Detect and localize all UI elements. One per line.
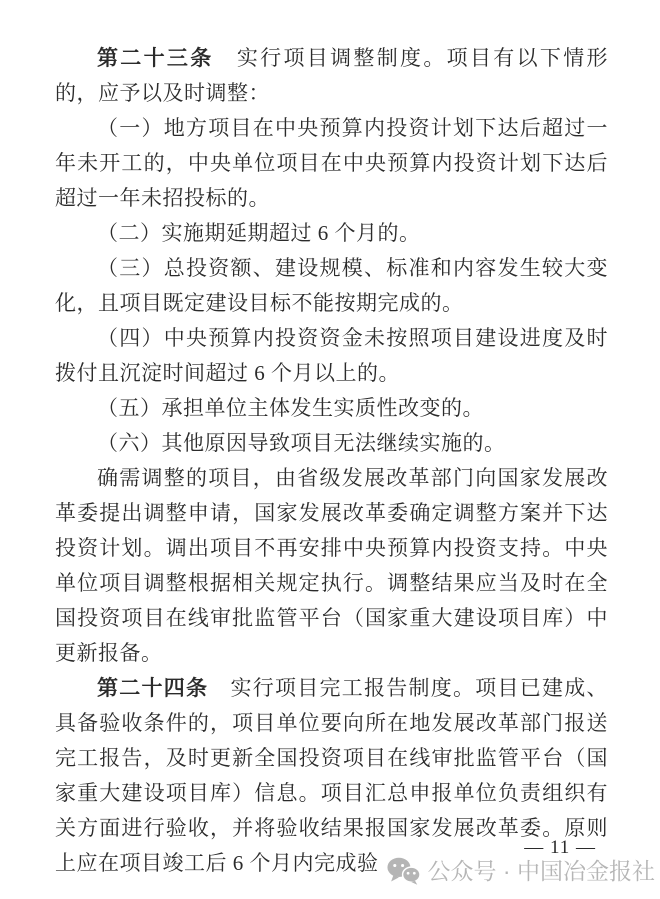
paragraph-item-3 <box>55 251 608 321</box>
paragraph-item-2 <box>55 216 608 251</box>
page-number: — 11 — <box>524 837 596 858</box>
paragraph-item-1 <box>55 111 608 216</box>
watermark <box>387 856 655 886</box>
paragraph-text: （三）总投资额、建设规模、标准和内容发生较大变化，且项目既定建设目标不能按期完成的。 <box>55 256 608 315</box>
paragraph-text: 确需调整的项目，由省级发展改革部门向国家发展改革委提出调整申请，国家发展改革委确定调整方案并下达投资计划。调出项目不再安排中央预算内投资支持。中央单位项目调整根据相关规定执行。调整结果应当及时在全国投资项目在线审批监管平台（国家重大建设项目库）中更新报备。 <box>55 466 608 665</box>
paragraph-text: 实行项目调整制度。项目有以下情形的，应予以及时调整： <box>55 46 609 105</box>
document-text <box>55 41 608 881</box>
paragraph-item-4 <box>55 321 608 391</box>
paragraph-text: （一）地方项目在中央预算内投资计划下达后超过一年未开工的，中央单位项目在中央预算内投资计划下达后超过一年未招投标的。 <box>55 116 608 210</box>
paragraph-text: （二）实施期延期超过 6 个月的。 <box>97 221 421 245</box>
wechat-icon <box>387 857 420 885</box>
paragraph-article-23 <box>55 41 608 111</box>
paragraph-item-6 <box>55 426 608 461</box>
watermark-label: 公众号 · 中国冶金报社 <box>427 858 655 884</box>
paragraph-adjustment-procedure <box>55 461 608 671</box>
paragraph-text: （五）承担单位主体发生实质性改变的。 <box>97 396 484 420</box>
paragraph-item-5 <box>55 391 608 426</box>
paragraph-text: （六）其他原因导致项目无法继续实施的。 <box>97 431 506 455</box>
article-number: 第二十四条 <box>97 676 209 700</box>
paragraph-text: （四）中央预算内投资资金未按照项目建设进度及时拨付且沉淀时间超过 6 个月以上的。 <box>55 326 608 385</box>
paragraph-text: 实行项目完工报告制度。项目已建成、具备验收条件的，项目单位要向所在地发展改革部门报送完工报告，及时更新全国投资项目在线审批监管平台（国家重大建设项目库）信息。项目汇总申报单位负责组织有关方面进行验收，并将验收结果报国家发展改革委。原则上应在项目竣工后 6 个月内完成验 <box>55 676 608 875</box>
article-number: 第二十三条 <box>97 46 214 70</box>
